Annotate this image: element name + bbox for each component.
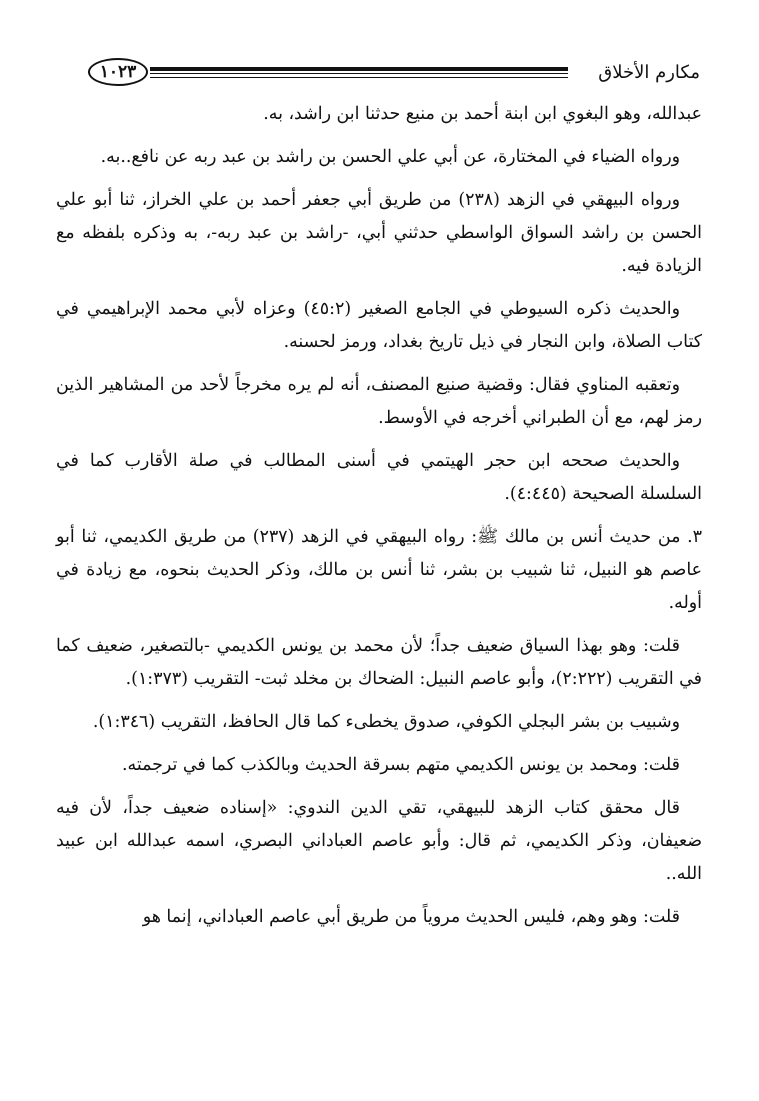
running-title: مكارم الأخلاق xyxy=(598,62,700,83)
paragraph-4: والحديث ذكره السيوطي في الجامع الصغير (٤٥:٢) وعزاه لأبي محمد الإبراهيمي في كتاب الصلاة، وابن النجار في ذيل تاريخ بغداد، ورمز لحسنه. xyxy=(56,299,702,352)
paragraph-3: ورواه البيهقي في الزهد (٢٣٨) من طريق أبي جعفر أحمد بن علي الخراز، ثنا أبو علي الحسن بن راشد السواق الواسطي حدثني أبي، -راشد بن عبد ربه-، به وذكره بلفظه مع الزيادة فيه. xyxy=(56,190,702,276)
header-rule xyxy=(150,67,568,78)
paragraph-11: قال محقق كتاب الزهد للبيهقي، تقي الدين الندوي: «إسناده ضعيف جداً، لأن فيه ضعيفان، وذكر الكديمي، ثم قال: وأبو عاصم العباداني البصري، اسمه عبدالله ابن عبيد الله.. xyxy=(56,798,702,884)
numbered-hadith-paragraph: ٣. من حديث أنس بن مالك ﷺ: رواه البيهقي في الزهد (٢٣٧) من طريق الكديمي، ثنا أبو عاصم هو النبيل، ثنا شبيب بن بشر، ثنا أنس بن مالك، وذكر الحديث بنحوه، مع زيادة في أوله. xyxy=(56,527,702,613)
page-number: ١٠٢٣ xyxy=(88,58,148,86)
paragraph-12: قلت: وهو وهم، فليس الحديث مروياً من طريق أبي عاصم العباداني، إنما هو xyxy=(142,907,680,927)
paragraph-10: قلت: ومحمد بن يونس الكديمي متهم بسرقة الحديث وبالكذب كما في ترجمته. xyxy=(122,755,680,775)
paragraph-2: ورواه الضياء في المختارة، عن أبي علي الحسن بن راشد بن عبد ربه عن نافع..به. xyxy=(100,147,680,167)
paragraph-5: وتعقبه المناوي فقال: وقضية صنيع المصنف، أنه لم يره مخرجاً لأحد من المشاهير الذين رمز لهم، مع أن الطبراني أخرجه في الأوسط. xyxy=(56,375,702,428)
page-header xyxy=(88,58,700,90)
main-text xyxy=(56,98,702,943)
paragraph-8: قلت: وهو بهذا السياق ضعيف جداً؛ لأن محمد بن يونس الكديمي -بالتصغير، ضعيف كما في التقريب (٢:٢٢٢)، وأبو عاصم النبيل: الضحاك بن مخلد ثبت- التقريب (١:٣٧٣). xyxy=(56,636,702,689)
paragraph-1: عبدالله، وهو البغوي ابن ابنة أحمد بن منيع حدثنا ابن راشد، به. xyxy=(263,104,702,124)
paragraph-9: وشبيب بن بشر البجلي الكوفي، صدوق يخطىء كما قال الحافظ، التقريب (١:٣٤٦). xyxy=(92,712,680,732)
paragraph-6: والحديث صححه ابن حجر الهيتمي في أسنى المطالب في صلة الأقارب كما في السلسلة الصحيحة (٤:٤٤٥). xyxy=(56,451,702,504)
